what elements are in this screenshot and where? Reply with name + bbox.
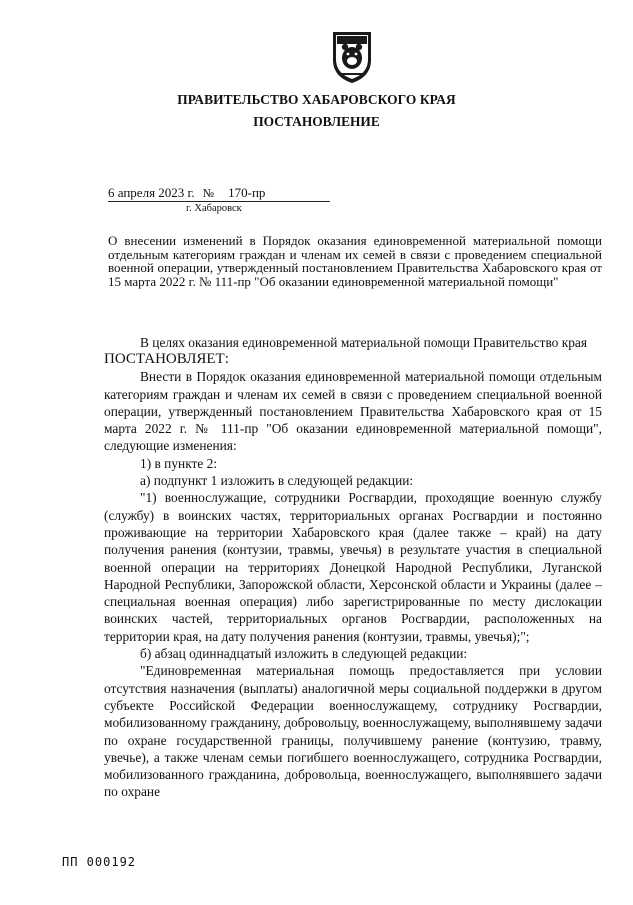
number-sign: № (202, 186, 215, 200)
paragraph-subitem-a-text: "1) военнослужащие, сотрудники Росгвардии, проходящие военную службу (службу) в воинских частях, территориальных органах Росгвардии и постоянно проживающие на территории Хабаровского края (далее также – край) на дату получения ранения (контузии, травмы, увечья) в результате участия в специальной военной операции на территориях Донецкой Народной Республики, Луганской Народной Республики, Запорожской области, Херсонской области и Украины (далее – специальная военная операция) либо зарегистрированные по месту дислокации воинских частей, территориальных органов Росгвардии, расположенных на территории края, на дату получения ранения (контузии, травмы, увечья);"; (104, 490, 602, 644)
document-city: г. Хабаровск (186, 203, 242, 214)
form-code: ПП 000192 (62, 855, 137, 869)
paragraph-amendments-intro: Внести в Порядок оказания единовременной материальной помощи отдельным категориям граждан и членам их семей в связи с проведением специальной военной операции, утвержденный постановлением Правительства Хабаровского края от 15 марта 2022 г. № 111-пр "Об оказании единовременной материальной помощи", следующие изменения: (104, 369, 602, 454)
paragraph-subitem-b: б) абзац одиннадцатый изложить в следующей редакции: (140, 646, 468, 662)
underline-rule (108, 201, 330, 202)
paragraph-item-1: 1) в пункте 2: (140, 455, 218, 471)
khabarovsk-coat-of-arms-icon (331, 30, 373, 84)
date-number-line (108, 185, 265, 201)
government-name: ПРАВИТЕЛЬСТВО ХАБАРОВСКОГО КРАЯ (177, 92, 456, 107)
document-type: ПОСТАНОВЛЕНИЕ (253, 114, 380, 129)
paragraph-preamble: В целях оказания единовременной материальной помощи Правительство края (140, 335, 588, 350)
paragraph-subitem-a: а) подпункт 1 изложить в следующей редакции: (140, 473, 414, 489)
paragraph-resolves: ПОСТАНОВЛЯЕТ: (104, 351, 229, 368)
document-number: 170-пр (228, 185, 266, 200)
document-body (104, 334, 602, 801)
document-date: 6 апреля 2023 г. (108, 185, 195, 200)
paragraph-subitem-b-text: "Единовременная материальная помощь предоставляется при условии отсутствия назначения (выплаты) аналогичной меры социальной поддержки в другом субъекте Российской Федерации военнослужащему, сотруднику Росгвардии, мобилизованному гражданину, добровольцу, военнослужащему, выполнявшему задачи по охране государственной границы, получившему ранение (контузию, травму, увечье), а также членам семьи погибшего военнослужащего, сотрудника Росгвардии, мобилизованного гражданина, добровольца, военнослужащего, выполнявшего задачи по охране (104, 663, 602, 800)
document-title: О внесении изменений в Порядок оказания единовременной материальной помощи отдельным категориям граждан и членам их семей в связи с проведением специальной военной операции, утвержденный постановлением Правительства Хабаровского края от 15 марта 2022 г. № 111-пр "Об оказании единовременной материальной помощи" (108, 233, 602, 289)
